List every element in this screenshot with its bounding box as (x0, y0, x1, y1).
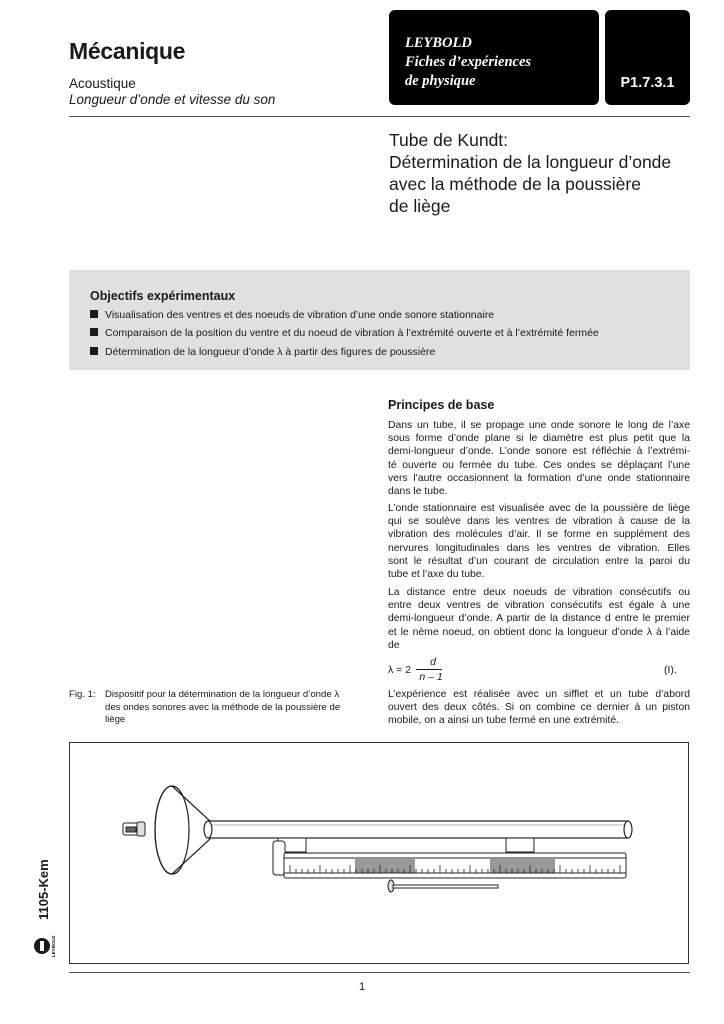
text-line: entre deux ventres de vibration consécutifs est égale à une (388, 600, 690, 612)
funnel-icon (155, 786, 210, 874)
bullet-square-icon (90, 328, 98, 336)
footer-divider (69, 972, 690, 973)
objectives-title: Objectifs expérimentaux (90, 289, 236, 303)
bullet-square-icon (90, 347, 98, 355)
text-line: La distance entre deux noeuds de vibration consécutifs ou (388, 587, 690, 598)
heading-line-1: Tube de Kundt: (389, 130, 509, 150)
page-title: Mécanique (69, 38, 186, 64)
svg-text:1105-Kem: 1105-Kem (36, 859, 51, 920)
objective-item (90, 346, 435, 358)
brand-name: LEYBOLD (405, 35, 472, 51)
piston-icon (388, 880, 498, 892)
formula-lhs: λ = 2 (388, 664, 412, 676)
text-line: demi-longueur d’onde. A partir de la distance d entre le premier (388, 613, 690, 625)
principles-paragraph-3 (388, 586, 690, 652)
subject-label: Acoustique (69, 76, 136, 91)
text-line: mobile, on a ainsi un tube fermé en une extrémité. (388, 715, 620, 727)
brand-subtitle-1: Fiches d’expériences (405, 54, 532, 70)
formula-tag: (I). (664, 664, 677, 676)
kundt-tube-illustration (70, 743, 687, 962)
wavelength-formula (388, 655, 690, 685)
formula-denominator: n – 1 (419, 671, 443, 683)
figure-frame (69, 742, 689, 964)
tube-support-icon (278, 838, 534, 852)
topic-label: Longueur d’onde et vitesse du son (69, 92, 276, 107)
brand-box (389, 10, 599, 105)
text-line: Dans un tube, il se propage une onde sonore le long de l’axe (388, 420, 690, 431)
principles-paragraph-2 (388, 502, 690, 581)
text-line: demi-longueur d’onde. L’onde sonore est réfléchie à l’extrémi- (388, 446, 690, 458)
objective-text: Visualisation des ventres et des noeuds de vibration d’une onde sonore stationnaire (105, 309, 495, 321)
heading-line-3: avec la méthode de la poussière (389, 174, 641, 194)
objective-item (90, 309, 494, 321)
objective-text: Comparaison de la position du ventre et du noeud de vibration à l’extrémité ouverte et à l’extrémité fermée (105, 327, 599, 339)
figure-label: Fig. 1: (69, 689, 96, 700)
experiment-code: P1.7.3.1 (620, 75, 675, 91)
header-divider (69, 116, 690, 117)
text-line: sont le résultat d’un courant de circulation entre la paroi du (388, 555, 690, 567)
experiment-code-box (605, 10, 690, 105)
text-line: qui se soulève dans les ventres de vibration à cause de la (388, 516, 690, 528)
text-line: de (388, 639, 400, 651)
heading-line-4: de liège (389, 196, 451, 216)
principles-paragraph-1 (388, 419, 690, 498)
leybold-logo (33, 933, 57, 957)
heading-line-2: Détermination de la longueur d’onde (389, 152, 672, 172)
svg-text:LEYBOLD: LEYBOLD (51, 935, 56, 957)
formula-numerator: d (430, 656, 436, 668)
principles-paragraph-4 (388, 688, 690, 728)
text-line: et le nème noeud, on obtient donc la longueur d’onde λ à l’aide (388, 626, 690, 638)
objective-text: Détermination de la longueur d’onde λ à partir des figures de poussière (105, 346, 436, 358)
caption-line: Dispositif pour la détermination de la longueur d’onde λ (105, 689, 340, 700)
caption-line: des ondes sonores avec la méthode de la poussière de (105, 701, 341, 713)
brand-subtitle-2: de physique (405, 73, 476, 89)
text-line: té ouverte ou fermée du tube. Ces ondes se déplaçant l’une (388, 459, 690, 471)
caption-line: liège (105, 714, 126, 725)
text-line: L’onde stationnaire est visualisée avec de la poussière de liège (388, 503, 690, 514)
text-line: L’expérience est réalisée avec un sifflet et un tube d’abord (388, 689, 690, 700)
text-line: ouvert des deux côtés. Si on combine ce dernier à un piston (388, 702, 690, 714)
text-line: tube et l’axe du tube. (388, 569, 485, 581)
text-line: vers l’autre occasionnent la formation d’une onde stationnaire (388, 472, 690, 484)
glass-tube-icon (204, 821, 632, 838)
side-label (30, 840, 50, 930)
text-line: vibration des molécules d’air. Il se forme en supplément des (388, 529, 690, 541)
principles-title: Principes de base (388, 398, 495, 412)
bullet-square-icon (90, 310, 98, 318)
whistle-icon (123, 822, 145, 836)
fraction-bar (416, 669, 442, 670)
text-line: nervures longitudinales dans les ventres de vibration. Elles (388, 542, 690, 554)
text-line: sous forme d’onde plane si le diamètre est plus petit que la (388, 433, 690, 445)
text-line: dans le tube. (388, 486, 448, 498)
page-number: 1 (358, 981, 366, 993)
objective-item (90, 327, 599, 339)
experiment-heading (389, 129, 709, 217)
